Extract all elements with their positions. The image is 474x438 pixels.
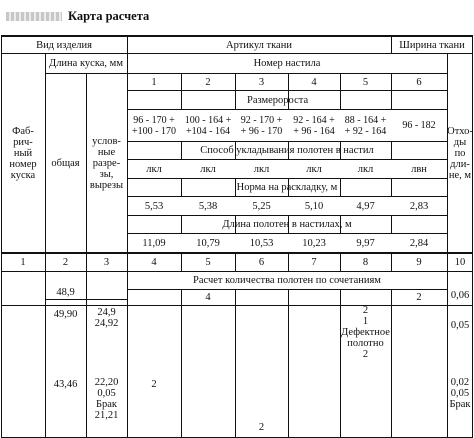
row2-total: 49,90 [53, 308, 78, 320]
row3-waste: 0,02 0,05 Брак [449, 377, 471, 410]
spread-length: 10,79 [196, 237, 220, 249]
column-number: 6 [258, 257, 265, 268]
spread-size: 92 - 170 + + 96 - 170 [240, 114, 283, 137]
spread-length: 11,09 [142, 237, 166, 249]
row1-total: 48,9 [56, 286, 75, 298]
row1-col5: 4 [205, 292, 211, 303]
calculation-table [1, 35, 473, 438]
spread-method: лкл [357, 163, 374, 175]
spread-num: 1 [151, 76, 157, 88]
fabric-width-header: Ширина ткани [399, 39, 465, 51]
row3-col4: 2 [151, 378, 157, 390]
calc-header: Расчет количества полотен по сочетаниям [193, 275, 381, 286]
column-number: 7 [311, 257, 317, 268]
spread-method: лвн [411, 163, 427, 175]
column-number: 5 [205, 257, 211, 268]
column-number: 1 [20, 257, 26, 268]
waste-header: Отхо- ды по дли- не, м [447, 125, 473, 181]
spread-method: лкл [306, 163, 322, 175]
spread-length: 9,97 [356, 237, 375, 249]
spread-length: 10,23 [302, 237, 326, 249]
total-length-header: общая [51, 157, 80, 169]
spread-number-header: Номер настила [253, 58, 321, 69]
row3-conditional: 22,20 0,05 Брак 21,21 [94, 377, 119, 421]
spread-size: 92 - 164 + + 96 - 164 [293, 114, 335, 137]
column-number: 4 [151, 257, 157, 268]
spread-norm: 5,38 [198, 200, 218, 212]
title-prefix-smudge [6, 12, 62, 21]
row2-waste: 0,05 [450, 319, 470, 331]
row1-waste: 0,06 [450, 289, 470, 301]
row3-col6: 2 [258, 421, 265, 433]
laying-method-header: Способ укладывания полотен в настил [200, 144, 374, 156]
spread-method: лкл [200, 163, 216, 175]
page-title: Карта расчета [68, 9, 150, 23]
column-number: 2 [62, 257, 69, 268]
spread-norm: 2,83 [409, 200, 429, 212]
spread-num: 4 [311, 76, 317, 88]
piece-length-header: Длина куска, мм [49, 58, 123, 69]
fabric-article-header: Артикул ткани [226, 39, 292, 51]
spread-method: лкл [253, 163, 270, 175]
row2-conditional: 24,9 24,92 [94, 307, 119, 329]
product-type-header: Вид изделия [36, 39, 92, 51]
spread-method: лкл [146, 163, 162, 175]
row2-col8: 2 1 Дефектное полотно 2 [341, 305, 390, 360]
column-number: 3 [103, 257, 110, 268]
column-number: 10 [454, 257, 466, 268]
spread-length: 2,84 [409, 237, 429, 249]
column-number: 9 [416, 257, 422, 268]
cloth-length-header: Длина полотен в настилах, м [222, 218, 352, 230]
row3-total: 43,46 [53, 378, 78, 390]
row1-col9: 2 [416, 292, 422, 303]
spread-size: 96 - 170 + +100 - 170 [132, 114, 176, 137]
piece-number-header: Фаб- рич- ный номер куска [9, 125, 37, 181]
spread-num: 2 [205, 76, 211, 88]
spread-num: 5 [362, 76, 369, 88]
spread-size: 88 - 164 + + 92 - 164 [344, 114, 387, 137]
size-height-header: Размеророста [247, 94, 309, 106]
spread-num: 6 [416, 76, 422, 88]
spread-size: 96 - 182 [402, 120, 436, 131]
spread-norm: 5,53 [144, 200, 164, 212]
conditional-cuts-header: услов- ные разре- зы, вырезы [89, 135, 124, 191]
spread-length: 10,53 [249, 237, 274, 249]
spread-norm: 5,25 [252, 200, 271, 212]
spread-num: 3 [258, 76, 265, 88]
spread-norm: 5,10 [304, 200, 324, 212]
column-number: 8 [362, 257, 369, 268]
spread-norm: 4,97 [356, 200, 375, 212]
spread-size: 100 - 164 + +104 - 164 [184, 114, 232, 137]
layout-norm-header: Норма на раскладку, м [236, 181, 338, 193]
